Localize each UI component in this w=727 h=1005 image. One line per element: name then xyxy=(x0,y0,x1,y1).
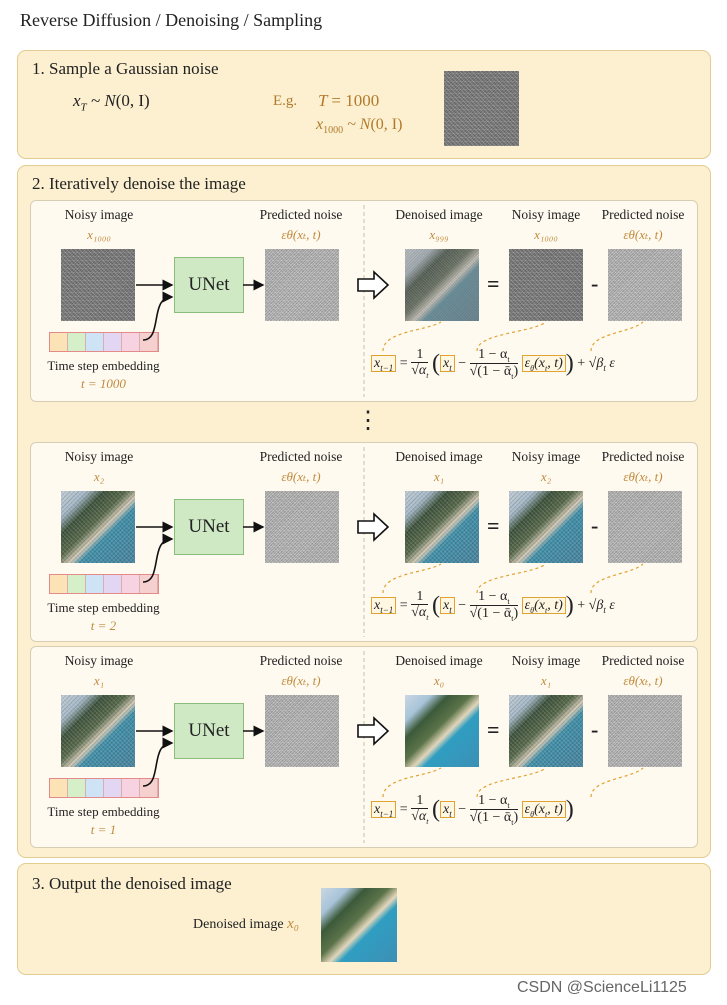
output-denoised-image xyxy=(321,888,397,962)
update-formula: $x_{t-1} = 1$ $√\alpha_t$ ( $x_t - 1 - \alpha_t$ √(1 − ᾱ$_t$) $\varepsilon_\theta(x_t$, t) ) + $√\beta_t$ ε xyxy=(371,589,615,623)
denoise-row xyxy=(30,442,698,642)
minus-sign: - xyxy=(591,271,599,296)
step3-heading: 3. Output the denoised image xyxy=(32,874,232,893)
time-step-value: t = 1 xyxy=(90,822,117,837)
step1-heading: 1. Sample a Gaussian noise xyxy=(32,59,219,78)
update-formula: $x_{t-1} = 1$ $√\alpha_t$ ( $x_t - 1 - \alpha_t$ √(1 − ᾱ$_t$) $\varepsilon_\theta(x_t$, t) ) + $√\beta_t$ ε xyxy=(371,347,615,381)
noisy-image-label-2: Noisy image xyxy=(511,653,581,668)
predicted-noise-sub: εθ(xₜ, t) xyxy=(281,469,321,484)
step3-label: Denoised image x₀ xyxy=(193,916,299,932)
step2-heading: 2. Iteratively denoise the image xyxy=(32,174,246,193)
predicted-noise-label-2: Predicted noise xyxy=(601,653,685,668)
minus-sign: - xyxy=(591,513,599,538)
equals-sign: = xyxy=(487,513,500,538)
predicted-noise-sub: εθ(xₜ, t) xyxy=(281,227,321,242)
denoised-image-label: Denoised image xyxy=(395,449,483,464)
time-step-value: t = 1000 xyxy=(81,376,126,391)
step1-eg-eq: $x_{1000}$ ~ N(0, I) xyxy=(316,116,403,137)
noisy-image-sub-2: x₂ xyxy=(540,469,552,484)
predicted-noise-sub-2: εθ(xₜ, t) xyxy=(623,469,663,484)
denoised-image-label: Denoised image xyxy=(395,653,483,668)
time-step-embedding-label: Time step embedding xyxy=(47,804,160,819)
time-step-value: t = 2 xyxy=(90,618,117,633)
denoised-image-sub: x₉₉₉ xyxy=(429,227,449,242)
noisy-image-label: Noisy image xyxy=(64,449,134,464)
step1-eg-T: T = 1000 xyxy=(318,91,380,110)
predicted-noise-sub-2: εθ(xₜ, t) xyxy=(623,227,663,242)
denoise-row xyxy=(30,646,698,848)
denoise-row xyxy=(30,200,698,402)
predicted-noise-label-2: Predicted noise xyxy=(601,449,685,464)
step2-vdots: ⋮ xyxy=(356,408,380,434)
noisy-image-sub: x₁ xyxy=(93,673,105,688)
predicted-noise-sub: εθ(xₜ, t) xyxy=(281,673,321,688)
unet-block: UNet xyxy=(174,703,244,759)
step1-eg-label: E.g. xyxy=(273,93,298,109)
time-step-embedding-label: Time step embedding xyxy=(47,358,160,373)
denoised-image-label: Denoised image xyxy=(395,207,483,222)
noisy-image-label: Noisy image xyxy=(64,207,134,222)
formula-connectors xyxy=(31,647,697,847)
gaussian-noise-image xyxy=(444,71,519,146)
noisy-image-label-2: Noisy image xyxy=(511,207,581,222)
equals-sign: = xyxy=(487,717,500,742)
noisy-image-sub: x₂ xyxy=(93,469,105,484)
equals-sign: = xyxy=(487,271,500,296)
noisy-image-sub-2: x₁ xyxy=(540,673,552,688)
noisy-image-label: Noisy image xyxy=(64,653,134,668)
step3-panel xyxy=(17,863,711,975)
step1-equation: $x_T$ ~ N(0, I) xyxy=(73,91,150,114)
page-title: Reverse Diffusion / Denoising / Sampling xyxy=(20,10,323,30)
minus-sign: - xyxy=(591,717,599,742)
predicted-noise-label: Predicted noise xyxy=(259,449,343,464)
noisy-image-label-2: Noisy image xyxy=(511,449,581,464)
update-formula: $x_{t-1} = 1$ $√\alpha_t$ ( $x_t - 1 - \alpha_t$ √(1 − ᾱ$_t$) $\varepsilon_\theta(x_t$, t) ) xyxy=(371,793,574,827)
predicted-noise-label: Predicted noise xyxy=(259,653,343,668)
step1-panel xyxy=(17,50,711,159)
predicted-noise-label: Predicted noise xyxy=(259,207,343,222)
unet-block: UNet xyxy=(174,499,244,555)
noisy-image-sub-2: x₁₀₀₀ xyxy=(534,227,558,242)
predicted-noise-sub-2: εθ(xₜ, t) xyxy=(623,673,663,688)
unet-block: UNet xyxy=(174,257,244,313)
watermark: CSDN @ScienceLi1125 xyxy=(517,979,687,996)
predicted-noise-label-2: Predicted noise xyxy=(601,207,685,222)
denoised-image-sub: x₀ xyxy=(433,673,445,688)
denoised-image-sub: x₁ xyxy=(433,469,445,484)
noisy-image-sub: x₁₀₀₀ xyxy=(87,227,111,242)
time-step-embedding-label: Time step embedding xyxy=(47,600,160,615)
